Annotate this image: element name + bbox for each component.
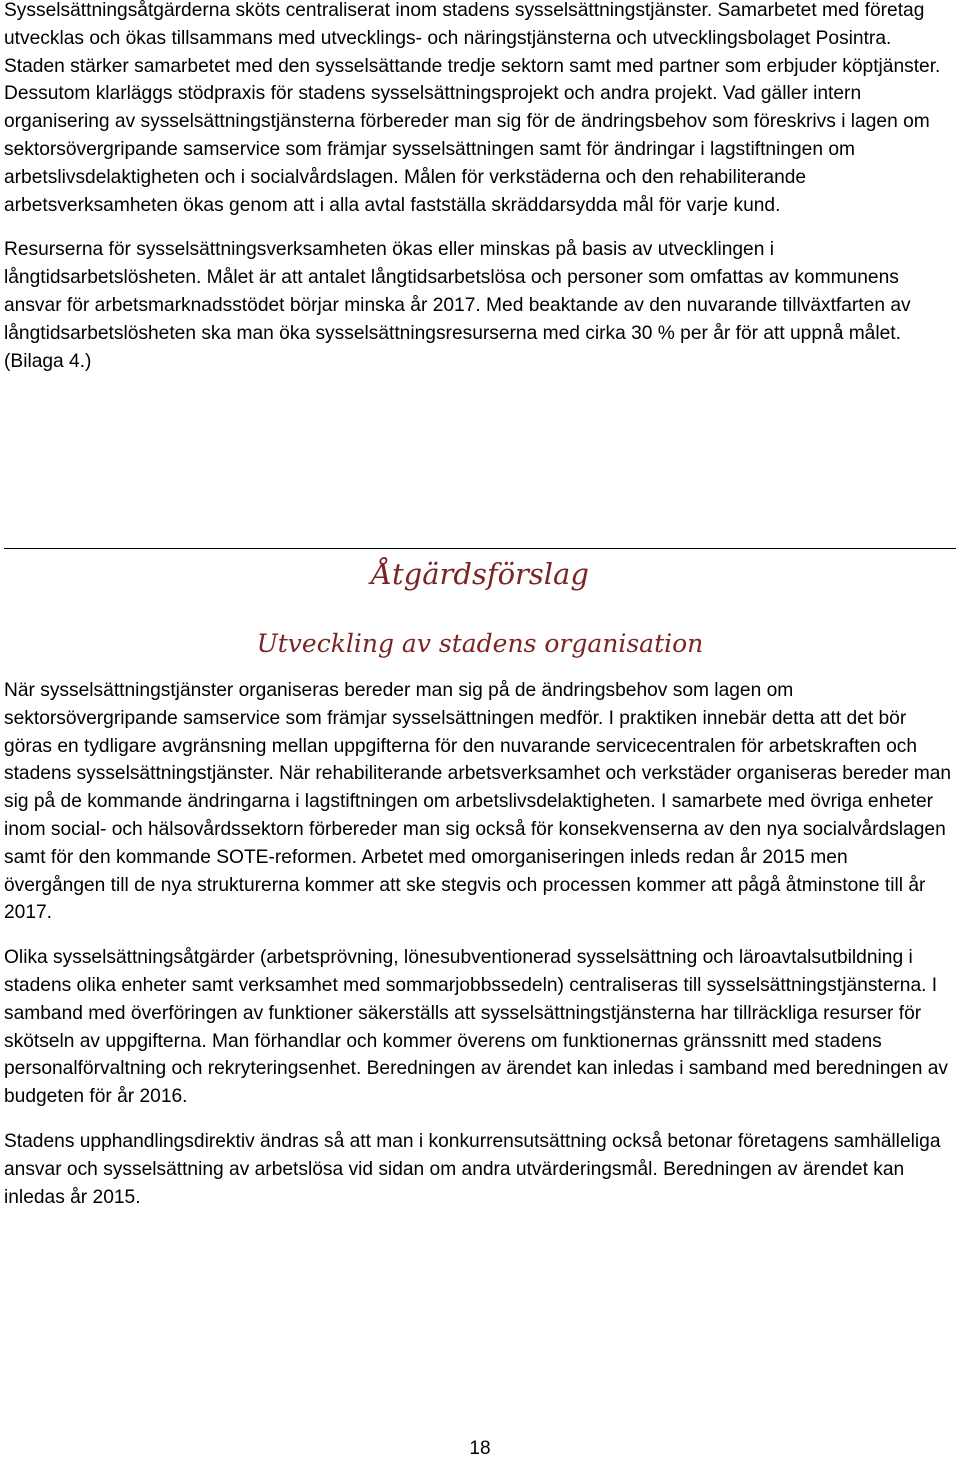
section-paragraph-3: Stadens upphandlingsdirektiv ändras så att man i konkurrensutsättning också betonar företagens samhälleliga ansvar och sysselsättning av arbetslösa vid sidan om andra utvärderingsmål. Beredningen av ärendet kan inledas år 2015. — [4, 1130, 941, 1208]
intro-paragraph-1: Sysselsättningsåtgärderna sköts centraliserat inom stadens sysselsättningstjänster. Samarbetet med företag utvecklas och ökas tillsammans med utvecklings- och näringstjänsterna och utvecklingsbolaget Posintra. Staden stärker samarbetet med den sysselsättande tredje sektorn samt med partner som erbjuder köptjänster. Dessutom klarläggs stödpraxis för stadens sysselsättningsprojekt och andra projekt. Vad gäller intern organisering av sysselsättningstjänsterna förbereder man sig för de ändringsbehov som föreskrivs i lagen om sektorsövergripande samservice som främjar sysselsättningen samt för ändringar i lagstiftningen om arbetslivsdelaktigheten och i socialvårdslagen. Målen för verkstäderna och den rehabiliterande arbetsverksamheten ökas genom att i alla avtal fastställa skräddarsydda mål för varje kund. — [4, 0, 941, 216]
section-paragraph-2: Olika sysselsättningsåtgärder (arbetsprövning, lönesubventionerad sysselsättning och läroavtalsutbildning i stadens olika enheter samt verksamhet med sommarjobbssedeln) centraliseras till sysselsättningstjänsterna. I samband med överföringen av funktioner säkerställs att sysselsättningstjänsterna har tillräckliga resurser för skötseln av uppgifterna. Man förhandlar och kommer överens om funktionernas gränssnitt med stadens personalförvaltning och rekryteringsenhet. Beredningen av ärendet kan inledas i samband med beredningen av budgeten för år 2016. — [4, 947, 948, 1108]
section-subheading: Utveckling av stadens organisation — [256, 629, 704, 658]
page-number: 18 — [469, 1438, 491, 1459]
intro-paragraph-2: Resurserna för sysselsättningsverksamheten ökas eller minskas på basis av utvecklingen i långtidsarbetslösheten. Målet är att antalet långtidsarbetslösa och personer som omfattas av kommunens ansvar för arbetsmarknadsstödet börjar minska år 2017. Med beaktande av den nuvarande tillväxtfarten av långtidsarbetslösheten ska man öka sysselsättningsresurserna med cirka 30 % per år för att uppnå målet. (Bilaga 4.) — [4, 239, 911, 372]
section-divider-rule — [4, 548, 956, 549]
section-heading: Åtgärdsförslag — [371, 557, 589, 591]
section-paragraph-1: När sysselsättningstjänster organiseras bereder man sig på de ändringsbehov som lagen om sektorsövergripande samservice som främjar sysselsättningen medför. I praktiken innebär detta att det bör göras en tydligare avgränsning mellan uppgifterna för den nuvarande servicecentralen för arbetskraften och stadens sysselsättningstjänster. När rehabiliterande arbetsverksamhet och verkstäder organiseras bereder man sig på de kommande ändringarna i lagstiftningen om arbetslivsdelaktigheten. I samarbete med övriga enheter inom social- och hälsovårdssektorn förbereder man sig också för konsekvenserna av den nya socialvårdslagen samt för den kommande SOTE-reformen. Arbetet med omorganiseringen inleds redan år 2015 men övergången till de nya strukturerna kommer att ske stegvis och processen kommer att pågå åtminstone till år 2017. — [4, 680, 952, 924]
intro-text-block — [4, 0, 952, 375]
section-text-block — [4, 677, 952, 1211]
